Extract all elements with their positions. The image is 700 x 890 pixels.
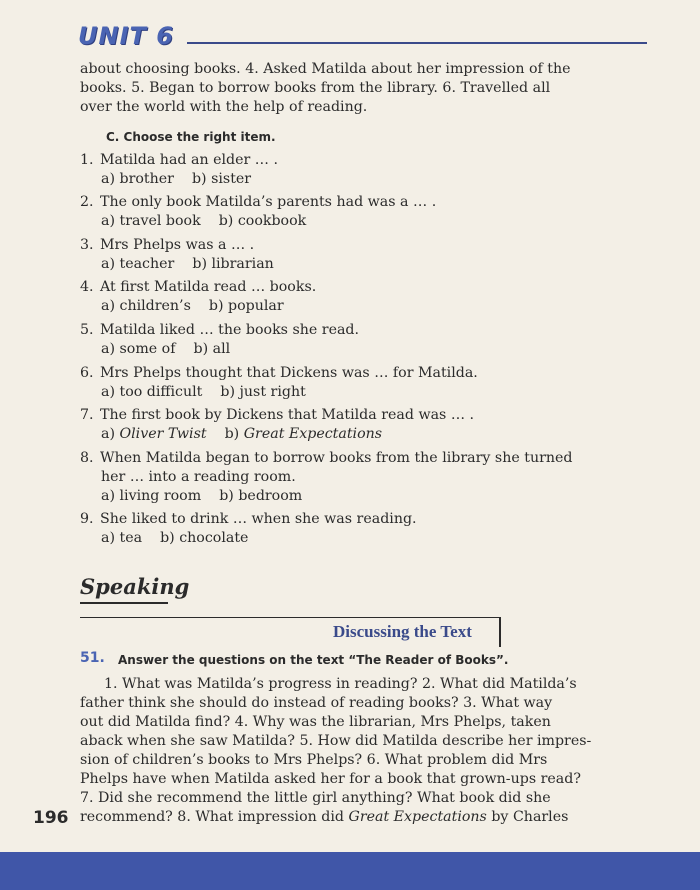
section-c-heading: C. Choose the right item. <box>106 130 276 144</box>
question-4-options: a) children’s b) popular <box>101 298 284 314</box>
exercise-line: aback when she saw Matilda? 5. How did Matilda describe her impres- <box>80 733 592 749</box>
section-title: Discussing the Text <box>333 622 472 641</box>
exercise-line: 1. What was Matilda’s progress in reading? 2. What did Matilda’s <box>104 676 577 692</box>
exercise-line: father think she should do instead of reading books? 3. What way <box>80 695 553 711</box>
unit-badge: UNIT 6 <box>78 22 174 50</box>
exercise-line: Phelps have when Matilda asked her for a book that grown-ups read? <box>80 771 581 787</box>
question-9-options: a) tea b) chocolate <box>101 530 249 546</box>
question-1-options: a) brother b) sister <box>101 171 252 187</box>
intro-line: over the world with the help of reading. <box>80 99 368 115</box>
section-rule <box>80 617 500 618</box>
exercise-instruction: Answer the questions on the text “The Reader of Books”. <box>118 653 509 667</box>
question-8-cont: her … into a reading room. <box>101 469 296 485</box>
speaking-underline <box>80 602 168 604</box>
question-1: 1. Matilda had an elder … . <box>80 152 279 168</box>
speaking-heading: Speaking <box>80 574 190 599</box>
question-2-options: a) travel book b) cookbook <box>101 213 307 229</box>
exercise-line: sion of children’s books to Mrs Phelps? 6. What problem did Mrs <box>80 752 548 768</box>
question-8: 8. When Matilda began to borrow books from the library she turned <box>80 450 573 466</box>
question-3: 3. Mrs Phelps was a … . <box>80 237 255 253</box>
question-9: 9. She liked to drink … when she was reading. <box>80 511 417 527</box>
question-4: 4. At first Matilda read … books. <box>80 279 317 295</box>
exercise-line-last: recommend? 8. What impression did Great Expectations by Charles <box>80 809 569 825</box>
intro-line: about choosing books. 4. Asked Matilda about her impression of the <box>80 61 571 77</box>
footer-band <box>0 852 700 890</box>
question-2: 2. The only book Matilda’s parents had was a … . <box>80 194 437 210</box>
exercise-number: 51. <box>80 650 105 666</box>
question-7: 7. The first book by Dickens that Matilda read was … . <box>80 407 475 423</box>
section-bar <box>499 617 501 647</box>
question-6-options: a) too difficult b) just right <box>101 384 306 400</box>
question-8-options: a) living room b) bedroom <box>101 488 303 504</box>
question-5: 5. Matilda liked … the books she read. <box>80 322 360 338</box>
question-7-options: a) Oliver Twist b) Great Expectations <box>101 426 383 442</box>
header-rule <box>187 42 647 44</box>
page-number: 196 <box>33 808 69 828</box>
question-3-options: a) teacher b) librarian <box>101 256 274 272</box>
question-6: 6. Mrs Phelps thought that Dickens was … for Matilda. <box>80 365 478 381</box>
exercise-line: out did Matilda find? 4. Why was the librarian, Mrs Phelps, taken <box>80 714 551 730</box>
question-5-options: a) some of b) all <box>101 341 231 357</box>
intro-line: books. 5. Began to borrow books from the library. 6. Travelled all <box>80 80 551 96</box>
exercise-line: 7. Did she recommend the little girl anything? What book did she <box>80 790 551 806</box>
